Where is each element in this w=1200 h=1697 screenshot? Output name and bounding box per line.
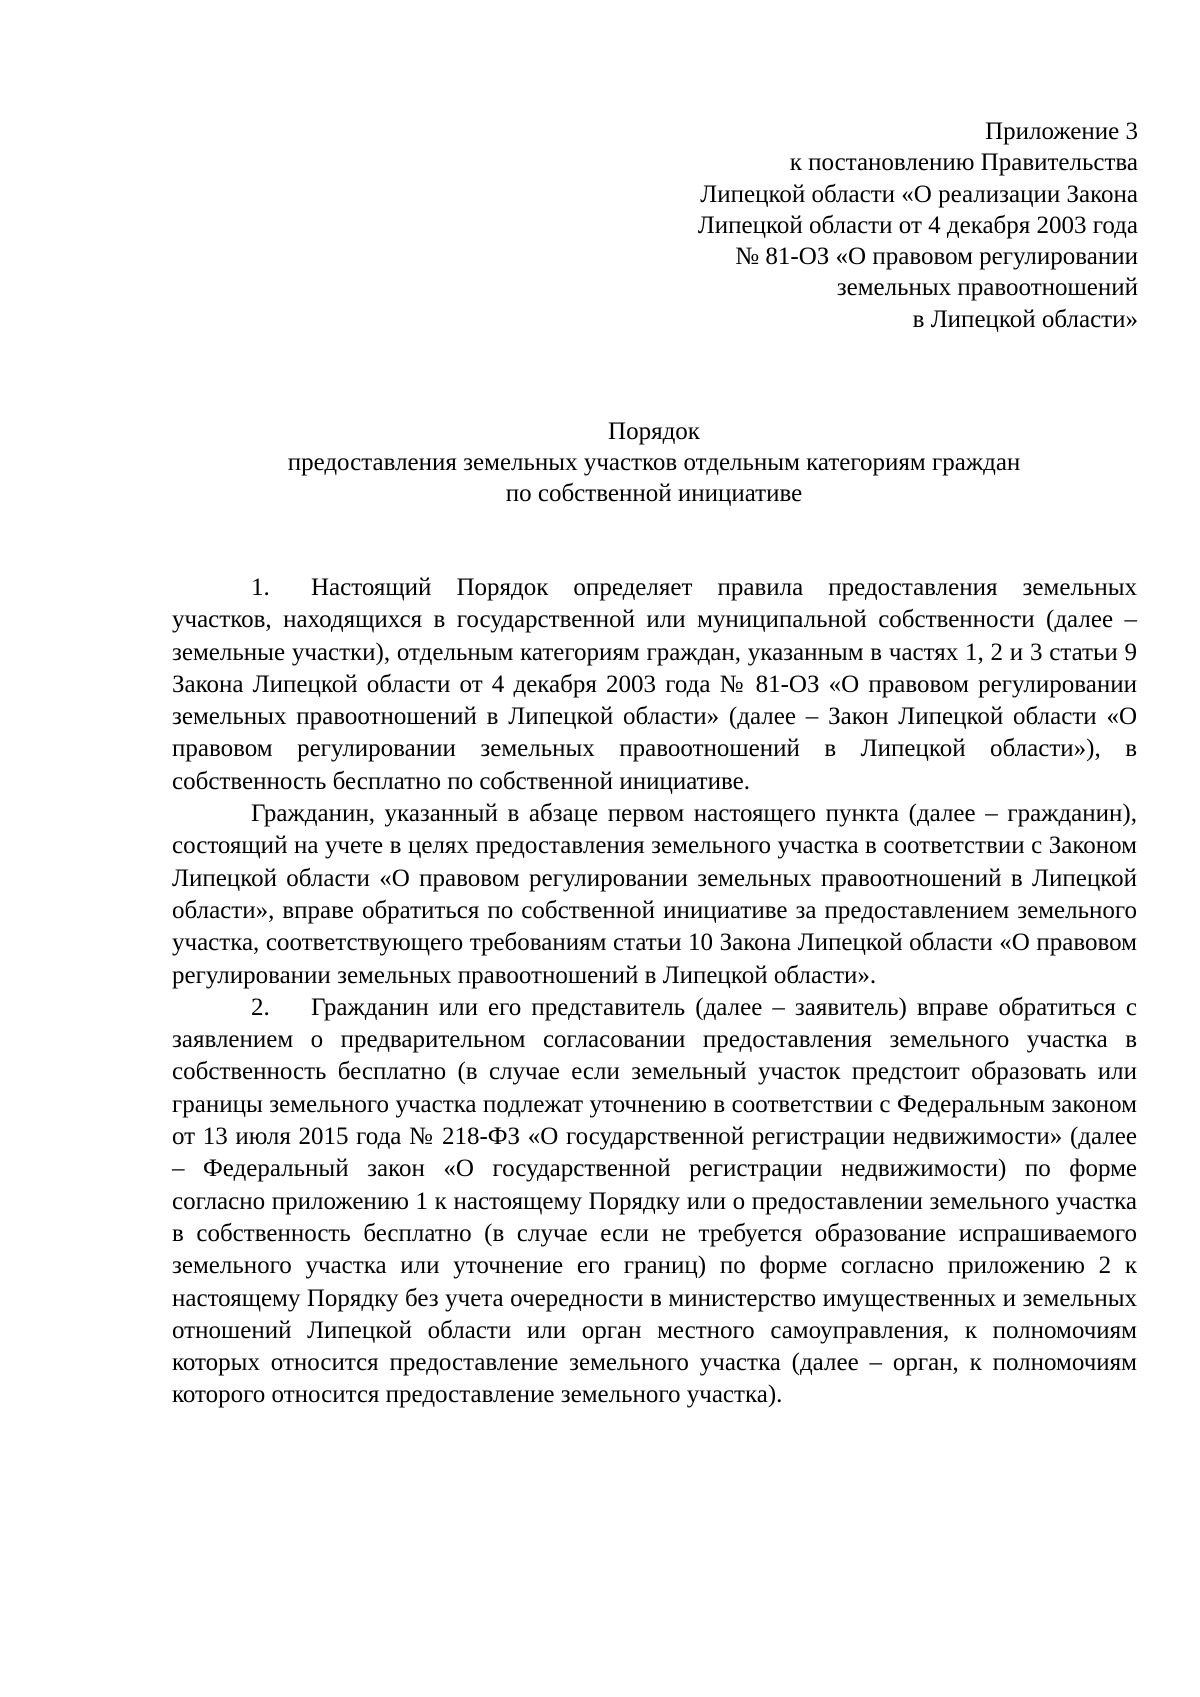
document-body bbox=[172, 572, 1137, 1412]
appendix-line: Липецкой области от 4 декабря 2003 года bbox=[697, 211, 1138, 239]
paragraph-number: 2. bbox=[251, 993, 270, 1021]
paragraph-number: 1. bbox=[251, 574, 270, 601]
appendix-line: земельных правоотношений bbox=[836, 274, 1138, 302]
appendix-header bbox=[578, 116, 1138, 335]
appendix-line: Приложение 3 bbox=[985, 118, 1138, 145]
paragraph-1 bbox=[172, 572, 1137, 798]
title-subtitle-line: предоставления земельных участков отдельным категориям граждан bbox=[287, 449, 1021, 476]
title-heading: Порядок bbox=[608, 418, 700, 445]
paragraph-text: Гражданин, указанный в абзаце первом настоящего пункта (далее – гражданин), состоящий на учете в целях предоставления земельного участка в соответствии с Законом Липецкой области «О правовом регулировании земельных правоотношений в Липецкой области», вправе обратиться по собственной инициативе за предоставлением земельного участка, соответствующего требованиям статьи 10 Закона Липецкой области «О правовом регулировании земельных правоотношений в Липецкой области». bbox=[172, 800, 1137, 989]
appendix-line: Липецкой области «О реализации Закона bbox=[700, 180, 1138, 208]
title-subtitle-line: по собственной инициативе bbox=[505, 480, 803, 507]
paragraph-1-continuation bbox=[172, 798, 1137, 992]
paragraph-text: Настоящий Порядок определяет правила предоставления земельных участков, находящихся в государственной или муниципальной собственности (далее – земельные участки), отдельным категориям граждан, указанным в частях 1, 2 и 3 статьи 9 Закона Липецкой области от 4 декабря 2003 года № 81-ОЗ «О правовом регулировании земельных правоотношений в Липецкой области» (далее – Закон Липецкой области «О правовом регулировании земельных правоотношений в Липецкой области»), в собственность бесплатно по собственной инициативе. bbox=[172, 574, 1137, 795]
appendix-line: в Липецкой области» bbox=[912, 305, 1138, 333]
appendix-line: к постановлению Правительства bbox=[789, 149, 1138, 177]
document-title bbox=[170, 416, 1138, 509]
paragraph-text: Гражданин или его представитель (далее – заявитель) вправе обратиться с заявлением о предварительном согласовании предоставления земельного участка в собственность бесплатно (в случае если земельный участок предстоит образовать или границы земельного участка подлежат уточнению в соответствии с Федеральным законом от 13 июля 2015 года № 218-ФЗ «О государственной регистрации недвижимости» (далее – Федеральный закон «О государственной регистрации недвижимости) по форме согласно приложению 1 к настоящему Порядку или о предоставлении земельного участка в собственность бесплатно (в случае если не требуется образование испрашиваемого земельного участка или уточнение его границ) по форме согласно приложению 2 к настоящему Порядку без учета очередности в министерство имущественных и земельных отношений Липецкой области или орган местного самоуправления, к полномочиям которых относится предоставление земельного участка (далее – орган, к полномочиям которого относится предоставление земельного участка). bbox=[172, 993, 1137, 1409]
paragraph-2 bbox=[172, 992, 1137, 1412]
appendix-line: № 81-ОЗ «О правовом регулировании bbox=[735, 243, 1138, 271]
